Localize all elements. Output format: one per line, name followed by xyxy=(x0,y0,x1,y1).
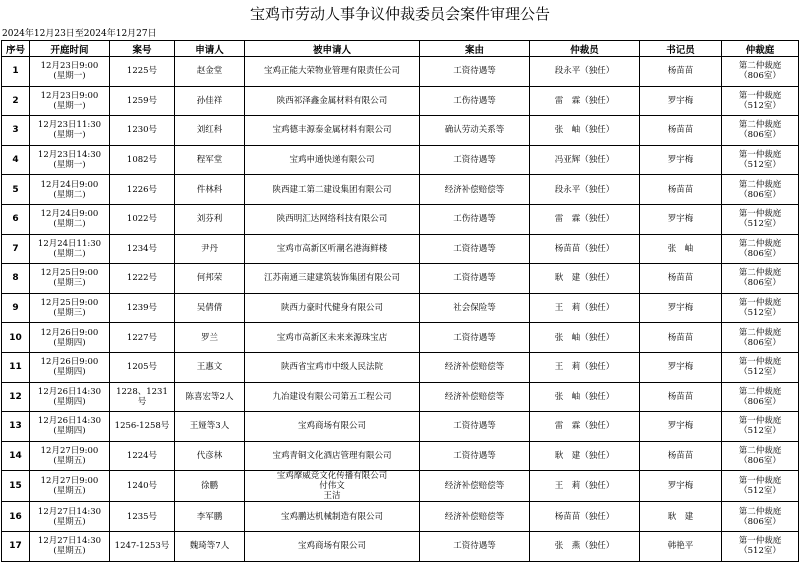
cell-time xyxy=(30,382,110,412)
cell-case-line: 1226号 xyxy=(126,184,158,195)
cell-respondent-line: 陕西省宝鸡市中级人民法院 xyxy=(280,362,383,373)
table-row xyxy=(2,382,799,412)
cell-time xyxy=(30,57,110,87)
cell-court-line: 第一仲裁庭 xyxy=(738,416,782,427)
table-row xyxy=(2,441,799,471)
cell-court-line: 第二仲裁庭 xyxy=(738,386,782,397)
cell-arbitrator: 段永平（独任） xyxy=(530,57,640,87)
cell-time-line: (星期四) xyxy=(53,426,86,437)
cell-time-line: (星期四) xyxy=(53,337,86,348)
cell-time-line: 12月24日9:00 xyxy=(40,179,99,190)
cell-cause: 工资待遇等 xyxy=(420,57,530,87)
cell-court xyxy=(722,116,799,146)
cell-court-line: （512室） xyxy=(739,160,781,171)
cell-time xyxy=(30,441,110,471)
cell-court-line: 第一仲裁庭 xyxy=(738,357,782,368)
cell-respondent-line: 宝鸡商场有限公司 xyxy=(297,421,366,432)
cell-case-line: 1222号 xyxy=(126,273,158,284)
cell-case-line: 1235号 xyxy=(126,511,158,522)
cell-time-line: 12月26日14:30 xyxy=(37,416,102,427)
cell-no: 5 xyxy=(2,175,30,205)
cell-cause: 工资待遇等 xyxy=(420,412,530,442)
cell-court-line: （512室） xyxy=(739,367,781,378)
cell-respondent xyxy=(245,175,420,205)
table-row xyxy=(2,502,799,532)
table-row xyxy=(2,175,799,205)
cell-case-line: 1228、1231 xyxy=(116,386,168,397)
cell-time-line: 12月27日14:30 xyxy=(37,506,102,517)
cell-clerk: 罗宇梅 xyxy=(640,352,722,382)
cell-respondent xyxy=(245,57,420,87)
cell-respondent-line: 陕西明汇达网络科技有限公司 xyxy=(276,214,388,225)
cell-respondent-line: 宝鸡正能大荣物业管理有限责任公司 xyxy=(263,66,400,77)
cell-case xyxy=(110,234,175,264)
cell-court-line: （512室） xyxy=(739,219,781,230)
cell-no: 1 xyxy=(2,57,30,87)
cell-respondent xyxy=(245,352,420,382)
cell-court xyxy=(722,352,799,382)
cell-arbitrator: 雷 霖（独任） xyxy=(530,204,640,234)
cell-time xyxy=(30,412,110,442)
cell-respondent-line: 付伟文 xyxy=(319,481,345,492)
cell-cause: 工资待遇等 xyxy=(420,234,530,264)
cell-applicant: 李军鹏 xyxy=(175,502,245,532)
cell-cause: 经济补偿赔偿等 xyxy=(420,471,530,502)
header-no: 序号 xyxy=(2,41,30,57)
cell-case xyxy=(110,382,175,412)
cell-court-line: 第二仲裁庭 xyxy=(738,268,782,279)
cell-arbitrator: 段永平（独任） xyxy=(530,175,640,205)
cell-court xyxy=(722,264,799,294)
cell-time xyxy=(30,352,110,382)
cell-respondent-line: 江苏南通三建建筑装饰集团有限公司 xyxy=(263,273,400,284)
cell-time-line: 12月23日14:30 xyxy=(37,150,102,161)
cell-case-line: 1240号 xyxy=(126,481,158,492)
cell-court xyxy=(722,293,799,323)
cell-court xyxy=(722,441,799,471)
header-respondent: 被申请人 xyxy=(245,41,420,57)
cell-respondent xyxy=(245,323,420,353)
table-row xyxy=(2,86,799,116)
cell-time-line: 12月23日9:00 xyxy=(40,61,99,72)
cell-court xyxy=(722,382,799,412)
cell-case xyxy=(110,352,175,382)
table-row xyxy=(2,264,799,294)
date-range: 2024年12月23日至2024年12月27日 xyxy=(2,29,157,39)
cell-respondent-line: 陕西力豪时代健身有限公司 xyxy=(280,303,383,314)
cell-court-line: 第二仲裁庭 xyxy=(738,238,782,249)
cell-cause: 工资待遇等 xyxy=(420,441,530,471)
cell-time-line: 12月26日9:00 xyxy=(40,357,99,368)
cell-arbitrator: 冯亚辉（独任） xyxy=(530,145,640,175)
cell-case-line: 1259号 xyxy=(126,95,158,106)
cell-court-line: 第二仲裁庭 xyxy=(738,120,782,131)
cell-applicant: 王惠文 xyxy=(175,352,245,382)
cell-arbitrator: 张 燕（独任） xyxy=(530,531,640,561)
cell-arbitrator: 雷 霖（独任） xyxy=(530,412,640,442)
table-row xyxy=(2,234,799,264)
cell-time xyxy=(30,471,110,502)
cell-applicant: 陈喜宏等2人 xyxy=(175,382,245,412)
cell-respondent xyxy=(245,441,420,471)
cell-no: 10 xyxy=(2,323,30,353)
cell-court-line: （806室） xyxy=(739,71,781,82)
cell-case xyxy=(110,86,175,116)
cell-arbitrator: 耿 建（独任） xyxy=(530,441,640,471)
cell-respondent-line: 宝鸡市高新区听潮名港海鲜楼 xyxy=(276,243,388,254)
cell-case-line: 1227号 xyxy=(126,332,158,343)
table-row xyxy=(2,293,799,323)
cell-case xyxy=(110,264,175,294)
cell-court xyxy=(722,57,799,87)
table-row xyxy=(2,57,799,87)
cell-court xyxy=(722,502,799,532)
cell-respondent-line: 宝鸡市高新区未来来源珠宝店 xyxy=(276,332,388,343)
table-row xyxy=(2,531,799,561)
cell-time xyxy=(30,175,110,205)
cell-arbitrator: 杨苗苗（独任） xyxy=(530,502,640,532)
cell-court-line: （512室） xyxy=(739,308,781,319)
cell-court xyxy=(722,323,799,353)
cell-time-line: 12月25日9:00 xyxy=(40,268,99,279)
cell-cause: 确认劳动关系等 xyxy=(420,116,530,146)
cell-respondent xyxy=(245,204,420,234)
cell-no: 15 xyxy=(2,471,30,502)
cell-applicant: 何邦荣 xyxy=(175,264,245,294)
cell-clerk: 杨苗苗 xyxy=(640,57,722,87)
cell-respondent xyxy=(245,86,420,116)
cell-no: 17 xyxy=(2,531,30,561)
cell-no: 9 xyxy=(2,293,30,323)
cell-respondent-line: 宝鸡申通快递有限公司 xyxy=(289,155,375,166)
page-title: 宝鸡市劳动人事争议仲裁委员会案件审理公告 xyxy=(249,5,550,23)
cell-time-line: 12月27日14:30 xyxy=(37,536,102,547)
cell-court-line: （806室） xyxy=(739,248,781,259)
cell-case xyxy=(110,323,175,353)
cell-respondent xyxy=(245,234,420,264)
cell-no: 2 xyxy=(2,86,30,116)
cell-case xyxy=(110,204,175,234)
cell-court-line: 第二仲裁庭 xyxy=(738,327,782,338)
cell-time xyxy=(30,293,110,323)
cell-no: 6 xyxy=(2,204,30,234)
cell-court-line: 第一仲裁庭 xyxy=(738,476,782,487)
cell-respondent xyxy=(245,412,420,442)
cell-court-line: （512室） xyxy=(739,486,781,497)
cell-respondent-line: 陕西祁泽鑫金属材料有限公司 xyxy=(276,95,388,106)
cell-time-line: 12月24日9:00 xyxy=(40,209,99,220)
cell-cause: 经济补偿赔偿等 xyxy=(420,352,530,382)
cell-respondent-line: 王洁 xyxy=(323,491,341,502)
cell-clerk: 杨苗苗 xyxy=(640,116,722,146)
cell-cause: 经济补偿赔偿等 xyxy=(420,175,530,205)
cell-clerk: 罗宇梅 xyxy=(640,412,722,442)
cell-applicant: 赵金堂 xyxy=(175,57,245,87)
cell-court-line: 第二仲裁庭 xyxy=(738,179,782,190)
cell-time-line: (星期三) xyxy=(53,308,86,319)
cell-time-line: (星期一) xyxy=(53,130,86,141)
cell-time-line: (星期五) xyxy=(53,516,86,527)
cell-applicant: 代彦林 xyxy=(175,441,245,471)
cell-respondent-line: 宝鸡鹏达机械制造有限公司 xyxy=(280,511,383,522)
cell-respondent xyxy=(245,293,420,323)
cell-time-line: 12月26日9:00 xyxy=(40,327,99,338)
cell-cause: 经济补偿赔偿等 xyxy=(420,382,530,412)
cell-court-line: （806室） xyxy=(739,130,781,141)
cell-time xyxy=(30,86,110,116)
cell-applicant: 徐鹏 xyxy=(175,471,245,502)
cell-applicant: 魏琦等7人 xyxy=(175,531,245,561)
cell-time-line: (星期二) xyxy=(53,189,86,200)
cell-time xyxy=(30,323,110,353)
cell-applicant: 刘芬利 xyxy=(175,204,245,234)
cell-court xyxy=(722,531,799,561)
cell-court xyxy=(722,234,799,264)
cell-applicant: 吴倩倩 xyxy=(175,293,245,323)
cell-clerk: 杨苗苗 xyxy=(640,175,722,205)
cell-cause: 社会保险等 xyxy=(420,293,530,323)
cell-time-line: (星期一) xyxy=(53,100,86,111)
cell-time-line: 12月27日9:00 xyxy=(40,476,99,487)
cell-case xyxy=(110,502,175,532)
cell-court xyxy=(722,145,799,175)
cell-respondent xyxy=(245,502,420,532)
cell-applicant: 王娅等3人 xyxy=(175,412,245,442)
cell-no: 14 xyxy=(2,441,30,471)
cell-court-line: （806室） xyxy=(739,396,781,407)
cell-respondent-line: 宝鸡德丰源泰金属材料有限公司 xyxy=(272,125,392,136)
cell-time-line: 12月26日14:30 xyxy=(37,386,102,397)
cell-respondent xyxy=(245,116,420,146)
cell-court-line: 第二仲裁庭 xyxy=(738,506,782,517)
cell-cause: 经济补偿赔偿等 xyxy=(420,502,530,532)
cell-no: 16 xyxy=(2,502,30,532)
cell-court-line: （806室） xyxy=(739,189,781,200)
cell-cause: 工资待遇等 xyxy=(420,145,530,175)
cell-court-line: （512室） xyxy=(739,426,781,437)
cell-cause: 工资待遇等 xyxy=(420,264,530,294)
cell-arbitrator: 王 莉（独任） xyxy=(530,352,640,382)
cell-time xyxy=(30,531,110,561)
cell-applicant: 程军堂 xyxy=(175,145,245,175)
cell-court-line: 第一仲裁庭 xyxy=(738,209,782,220)
table-row xyxy=(2,323,799,353)
cell-respondent xyxy=(245,264,420,294)
table-row xyxy=(2,471,799,502)
cell-no: 8 xyxy=(2,264,30,294)
cell-court xyxy=(722,204,799,234)
cell-time-line: 12月23日11:30 xyxy=(37,120,102,131)
cell-arbitrator: 王 莉（独任） xyxy=(530,293,640,323)
cell-time xyxy=(30,204,110,234)
hearing-schedule-table xyxy=(1,40,799,562)
cell-court-line: 第二仲裁庭 xyxy=(738,61,782,72)
cell-arbitrator: 王 莉（独任） xyxy=(530,471,640,502)
cell-court-line: 第一仲裁庭 xyxy=(738,90,782,101)
header-court: 仲裁庭 xyxy=(722,41,799,57)
cell-respondent-line: 九冶建设有限公司第五工程公司 xyxy=(272,391,392,402)
cell-case xyxy=(110,293,175,323)
cell-no: 11 xyxy=(2,352,30,382)
cell-court-line: （806室） xyxy=(739,278,781,289)
cell-time-line: (星期三) xyxy=(53,278,86,289)
cell-respondent-line: 陕西建工第二建设集团有限公司 xyxy=(272,184,392,195)
cell-respondent-line: 宝鸡青铜文化酒店管理有限公司 xyxy=(272,451,392,462)
cell-no: 3 xyxy=(2,116,30,146)
cell-clerk: 罗宇梅 xyxy=(640,471,722,502)
cell-clerk: 耿 建 xyxy=(640,502,722,532)
cell-court xyxy=(722,86,799,116)
cell-clerk: 罗宇梅 xyxy=(640,204,722,234)
cell-case xyxy=(110,116,175,146)
table-row xyxy=(2,352,799,382)
cell-no: 12 xyxy=(2,382,30,412)
cell-time xyxy=(30,264,110,294)
cell-time-line: (星期四) xyxy=(53,367,86,378)
cell-court-line: （806室） xyxy=(739,337,781,348)
cell-time-line: 12月23日9:00 xyxy=(40,90,99,101)
cell-applicant: 罗兰 xyxy=(175,323,245,353)
cell-arbitrator: 张 岫（独任） xyxy=(530,323,640,353)
cell-arbitrator: 杨苗苗（独任） xyxy=(530,234,640,264)
table-row xyxy=(2,145,799,175)
cell-no: 4 xyxy=(2,145,30,175)
cell-case xyxy=(110,175,175,205)
cell-time-line: (星期一) xyxy=(53,71,86,82)
cell-court-line: （512室） xyxy=(739,546,781,557)
cell-time-line: (星期二) xyxy=(53,219,86,230)
cell-respondent xyxy=(245,145,420,175)
cell-clerk: 杨苗苗 xyxy=(640,323,722,353)
cell-clerk: 杨苗苗 xyxy=(640,441,722,471)
header-case: 案号 xyxy=(110,41,175,57)
cell-case xyxy=(110,441,175,471)
cell-case-line: 1022号 xyxy=(126,214,158,225)
header-clerk: 书记员 xyxy=(640,41,722,57)
cell-time-line: (星期五) xyxy=(53,456,86,467)
cell-arbitrator: 耿 建（独任） xyxy=(530,264,640,294)
cell-respondent-line: 宝鸡摩威竞文化传播有限公司 xyxy=(276,471,388,482)
cell-time xyxy=(30,234,110,264)
cell-time xyxy=(30,116,110,146)
cell-case-line: 号 xyxy=(137,396,147,407)
cell-applicant: 尹丹 xyxy=(175,234,245,264)
cell-applicant: 孙佳祥 xyxy=(175,86,245,116)
cell-arbitrator: 雷 霖（独任） xyxy=(530,86,640,116)
cell-arbitrator: 张 岫（独任） xyxy=(530,116,640,146)
cell-cause: 工伤待遇等 xyxy=(420,86,530,116)
cell-case xyxy=(110,145,175,175)
cell-no: 7 xyxy=(2,234,30,264)
cell-time-line: (星期一) xyxy=(53,160,86,171)
cell-applicant: 刘红科 xyxy=(175,116,245,146)
cell-case-line: 1082号 xyxy=(126,155,158,166)
table-row xyxy=(2,412,799,442)
header-cause: 案由 xyxy=(420,41,530,57)
cell-case-line: 1234号 xyxy=(126,243,158,254)
cell-case xyxy=(110,471,175,502)
cell-case-line: 1205号 xyxy=(126,362,158,373)
cell-cause: 工资待遇等 xyxy=(420,531,530,561)
cell-court-line: （806室） xyxy=(739,456,781,467)
cell-time-line: 12月27日9:00 xyxy=(40,446,99,457)
cell-clerk: 罗宇梅 xyxy=(640,86,722,116)
cell-time-line: 12月24日11:30 xyxy=(37,238,102,249)
cell-clerk: 罗宇梅 xyxy=(640,145,722,175)
cell-case xyxy=(110,57,175,87)
cell-clerk: 张 岫 xyxy=(640,234,722,264)
cell-court-line: 第一仲裁庭 xyxy=(738,298,782,309)
cell-time xyxy=(30,502,110,532)
header-applicant: 申请人 xyxy=(175,41,245,57)
cell-court xyxy=(722,471,799,502)
cell-time-line: (星期四) xyxy=(53,396,86,407)
cell-case-line: 1230号 xyxy=(126,125,158,136)
cell-respondent xyxy=(245,531,420,561)
cell-court xyxy=(722,412,799,442)
header-time: 开庭时间 xyxy=(30,41,110,57)
cell-case-line: 1256-1258号 xyxy=(114,421,170,432)
cell-arbitrator: 张 岫（独任） xyxy=(530,382,640,412)
table-header-row xyxy=(2,41,799,57)
header-arbitrator: 仲裁员 xyxy=(530,41,640,57)
cell-no: 13 xyxy=(2,412,30,442)
cell-case xyxy=(110,412,175,442)
cell-court-line: （512室） xyxy=(739,100,781,111)
cell-cause: 工资待遇等 xyxy=(420,323,530,353)
cell-time-line: (星期五) xyxy=(53,546,86,557)
cell-respondent xyxy=(245,471,420,502)
cell-applicant: 件林科 xyxy=(175,175,245,205)
cell-clerk: 罗宇梅 xyxy=(640,293,722,323)
cell-court-line: 第二仲裁庭 xyxy=(738,446,782,457)
cell-cause: 工伤待遇等 xyxy=(420,204,530,234)
cell-time-line: 12月25日9:00 xyxy=(40,298,99,309)
cell-clerk: 杨苗苗 xyxy=(640,264,722,294)
cell-respondent xyxy=(245,382,420,412)
table-row xyxy=(2,116,799,146)
cell-time-line: (星期五) xyxy=(53,486,86,497)
cell-respondent-line: 宝鸡商场有限公司 xyxy=(297,541,366,552)
cell-case-line: 1224号 xyxy=(126,451,158,462)
cell-court-line: （806室） xyxy=(739,516,781,527)
cell-case-line: 1239号 xyxy=(126,303,158,314)
cell-case-line: 1247-1253号 xyxy=(114,541,170,552)
cell-time-line: (星期二) xyxy=(53,248,86,259)
cell-court-line: 第一仲裁庭 xyxy=(738,536,782,547)
cell-court xyxy=(722,175,799,205)
cell-clerk: 杨苗苗 xyxy=(640,382,722,412)
cell-case-line: 1225号 xyxy=(126,66,158,77)
cell-clerk: 韩艳平 xyxy=(640,531,722,561)
cell-time xyxy=(30,145,110,175)
table-row xyxy=(2,204,799,234)
cell-court-line: 第一仲裁庭 xyxy=(738,150,782,161)
cell-case xyxy=(110,531,175,561)
